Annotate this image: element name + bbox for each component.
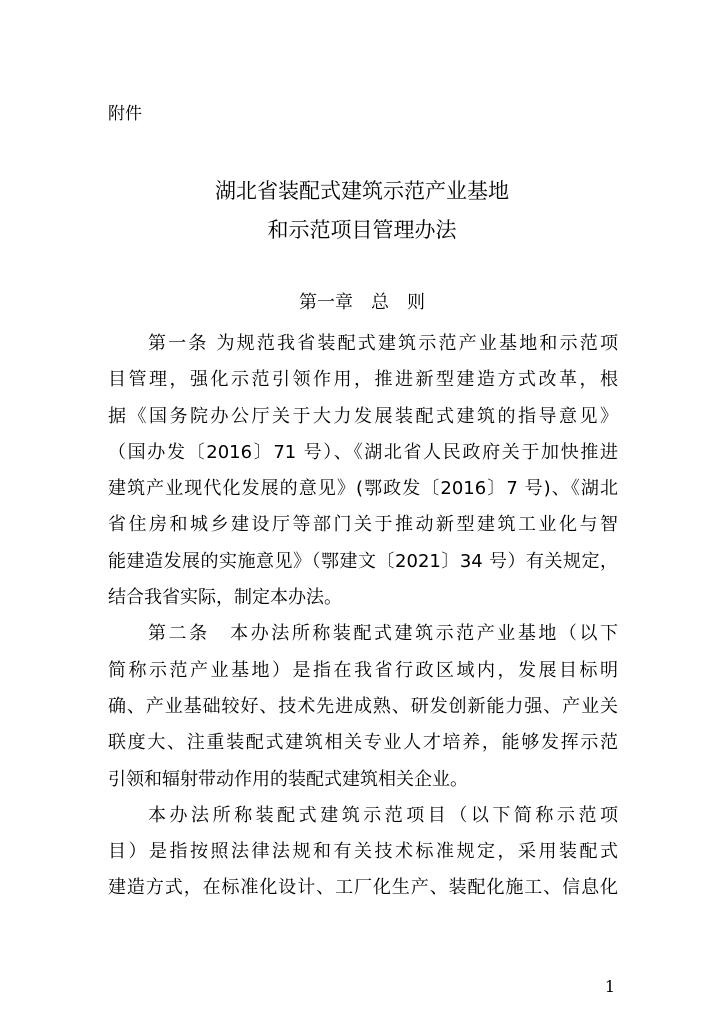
body-line: 第二条 本办法所称装配式建筑示范产业基地（以下 xyxy=(148,623,618,645)
body-line: 建筑产业现代化发展的意见》(鄂政发〔2016〕7 号)、《湖北 xyxy=(108,478,618,500)
body-line: 能建造发展的实施意见》（鄂建文〔2021〕34 号）有关规定， xyxy=(108,550,618,572)
body-line: 目）是指按照法律法规和有关技术标准规定，采用装配式 xyxy=(108,841,618,863)
body-line: 第一条 为规范我省装配式建筑示范产业基地和示范项 xyxy=(148,333,618,354)
document-body xyxy=(108,326,618,907)
chapter-heading: 第一章 总 则 xyxy=(299,292,425,313)
body-line: 引领和辐射带动作用的装配式建筑相关企业。 xyxy=(108,768,468,790)
document-title-line-1: 湖北省装配式建筑示范产业基地 xyxy=(215,179,509,203)
body-line: 本办法所称装配式建筑示范项目（以下简称示范项 xyxy=(148,804,618,826)
body-line: 简称示范产业基地）是指在我省行政区域内，发展目标明 xyxy=(108,659,618,681)
body-line: 据《国务院办公厅关于大力发展装配式建筑的指导意见》 xyxy=(108,405,618,427)
body-line: 结合我省实际，制定本办法。 xyxy=(108,587,342,609)
attachment-label: 附件 xyxy=(108,104,142,124)
body-line: 省住房和城乡建设厅等部门关于推动新型建筑工业化与智 xyxy=(108,514,618,536)
body-line: （国办发〔2016〕71 号）、《湖北省人民政府关于加快推进 xyxy=(108,441,618,463)
document-title-line-2: 和示范项目管理办法 xyxy=(267,218,457,242)
body-line: 建造方式，在标准化设计、工厂化生产、装配化施工、信息化 xyxy=(108,877,618,899)
page-number: 1 xyxy=(604,977,616,996)
body-line: 联度大、注重装配式建筑相关专业人才培养，能够发挥示范 xyxy=(108,732,618,754)
body-line: 确、产业基础较好、技术先进成熟、研发创新能力强、产业关 xyxy=(108,695,618,717)
body-line: 目管理，强化示范引领作用，推进新型建造方式改革，根 xyxy=(108,369,618,391)
